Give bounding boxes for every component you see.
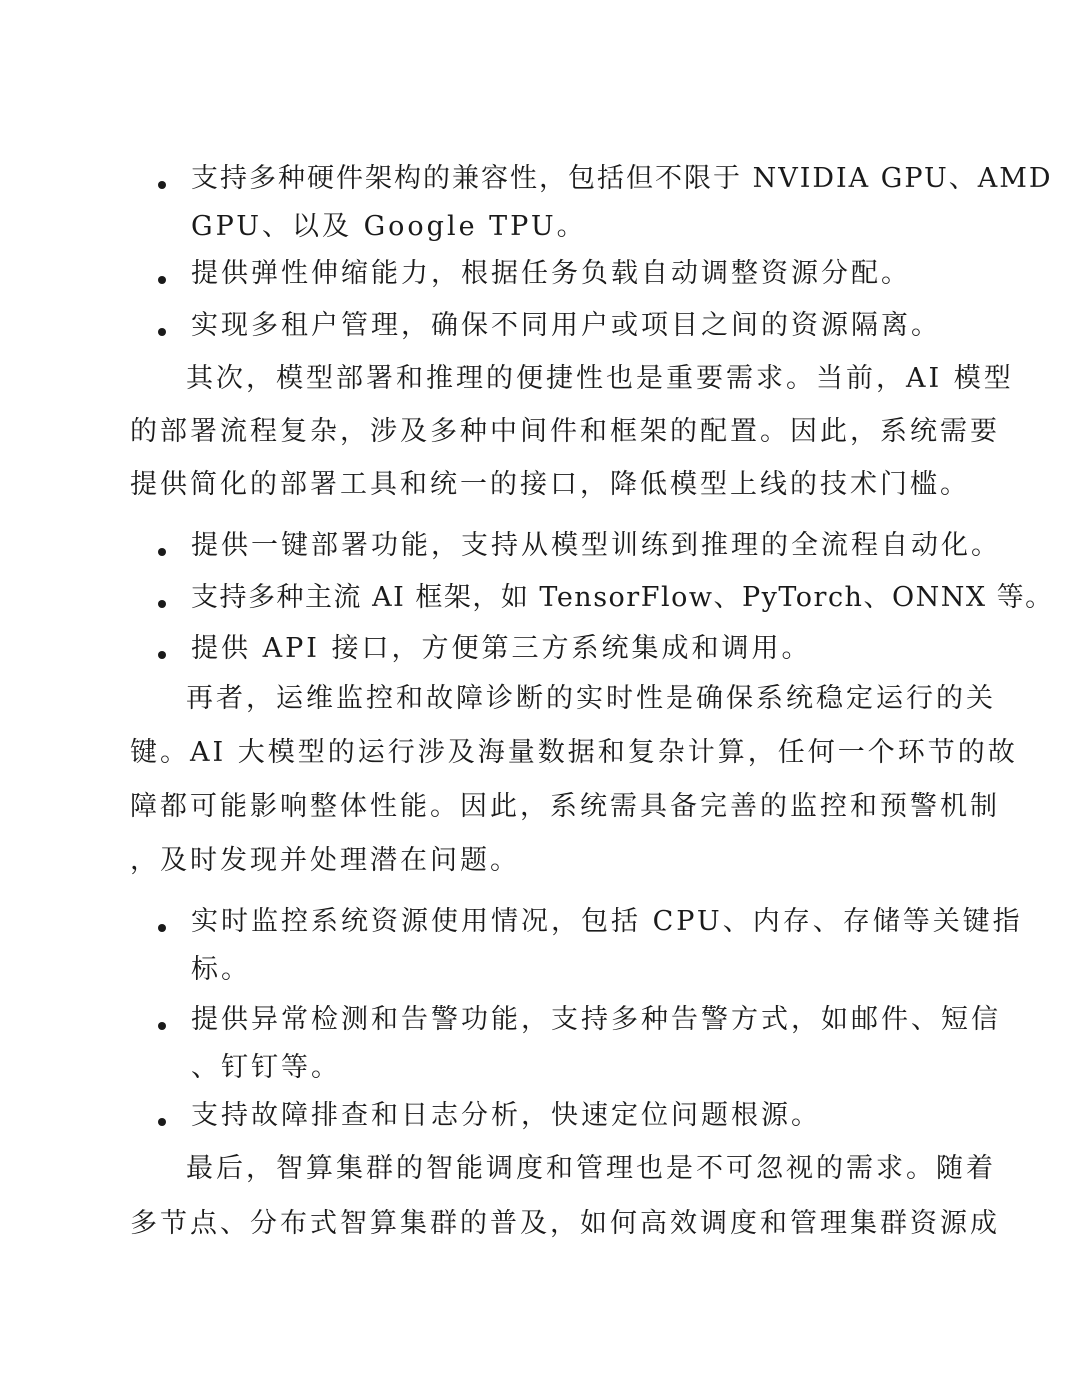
list-item-line: 实现多租户管理，确保不同用户或项目之间的资源隔离。: [191, 310, 941, 341]
list-item-line: 支持故障排查和日志分析，快速定位问题根源。: [191, 1100, 821, 1131]
paragraph-line: 障都可能影响整体性能。因此，系统需具备完善的监控和预警机制: [130, 791, 1000, 822]
paragraph-line: 再者，运维监控和故障诊断的实时性是确保系统稳定运行的关: [186, 683, 996, 714]
bullet-icon: [158, 328, 166, 336]
paragraph-line: ，及时发现并处理潜在问题。: [130, 845, 520, 876]
list-item-line: 实时监控系统资源使用情况，包括 CPU、内存、存储等关键指: [191, 906, 1023, 937]
list-item-line: 提供 API 接口，方便第三方系统集成和调用。: [191, 633, 812, 664]
paragraph-line: 最后，智算集群的智能调度和管理也是不可忽视的需求。随着: [186, 1153, 996, 1184]
bullet-icon: [158, 924, 166, 932]
list-item-line: 提供一键部署功能，支持从模型训练到推理的全流程自动化。: [191, 530, 1001, 561]
bullet-icon: [158, 1022, 166, 1030]
bullet-icon: [158, 276, 166, 284]
bullet-icon: [158, 548, 166, 556]
list-item-line: 提供异常检测和告警功能，支持多种告警方式，如邮件、短信: [191, 1004, 1001, 1035]
list-item-line: GPU、以及 Google TPU。: [191, 211, 587, 242]
list-item-line: 、钉钉等。: [191, 1052, 341, 1083]
paragraph-line: 其次，模型部署和推理的便捷性也是重要需求。当前，AI 模型: [186, 363, 1014, 394]
list-item-line: 提供弹性伸缩能力，根据任务负载自动调整资源分配。: [191, 258, 911, 289]
paragraph-line: 键。AI 大模型的运行涉及海量数据和复杂计算，任何一个环节的故: [130, 737, 1018, 768]
paragraph-line: 多节点、分布式智算集群的普及，如何高效调度和管理集群资源成: [130, 1208, 1000, 1239]
bullet-icon: [158, 651, 166, 659]
paragraph-line: 的部署流程复杂，涉及多种中间件和框架的配置。因此，系统需要: [130, 416, 1000, 447]
paragraph-line: 提供简化的部署工具和统一的接口，降低模型上线的技术门槛。: [130, 469, 970, 500]
bullet-icon: [158, 181, 166, 189]
list-item-line: 标。: [191, 954, 251, 985]
list-item-line: 支持多种硬件架构的兼容性，包括但不限于 NVIDIA GPU、AMD: [191, 163, 1053, 194]
list-item-line: 支持多种主流 AI 框架，如 TensorFlow、PyTorch、ONNX 等。: [191, 582, 1054, 613]
bullet-icon: [158, 600, 166, 608]
bullet-icon: [158, 1118, 166, 1126]
